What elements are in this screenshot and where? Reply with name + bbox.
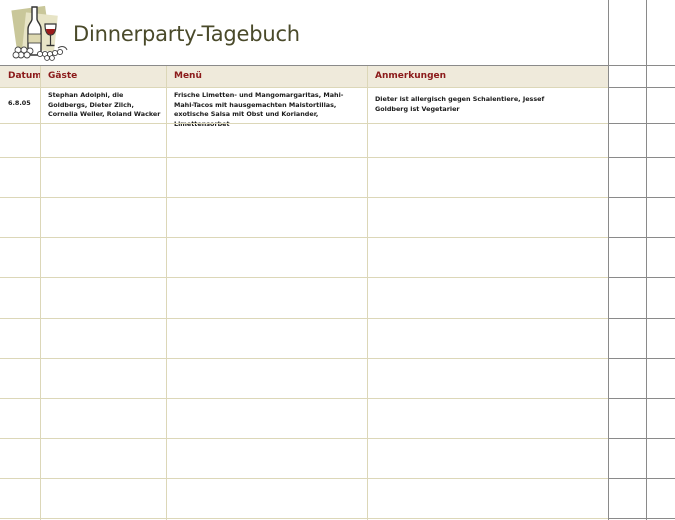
column-header-anmerkungen[interactable]: Anmerkungen (375, 71, 447, 81)
page-title: Dinnerparty-Tagebuch (73, 22, 300, 46)
cell-anmerkungen[interactable]: Dieter ist allergisch gegen Schalentiere, Jessef Goldberg ist Vegetarier (375, 95, 545, 113)
column-header-gaeste[interactable]: Gäste (48, 71, 78, 81)
cell-gaeste[interactable]: Stephan Adolphi, die Goldbergs, Dieter Zilch, Cornelia Weiler, Roland Wacker (48, 91, 161, 118)
cell-menue[interactable]: Frische Limetten- und Mangomargaritas, Mahi-Mahi-Tacos mit hausgemachten Maistortillas, exotische Salsa mit Obst und Koriander, Limettensorbet (174, 91, 344, 128)
column-header-datum[interactable]: Datum (8, 71, 42, 81)
cell-datum[interactable]: 6.8.05 (8, 99, 31, 107)
column-header-menue[interactable]: Menü (174, 71, 202, 81)
